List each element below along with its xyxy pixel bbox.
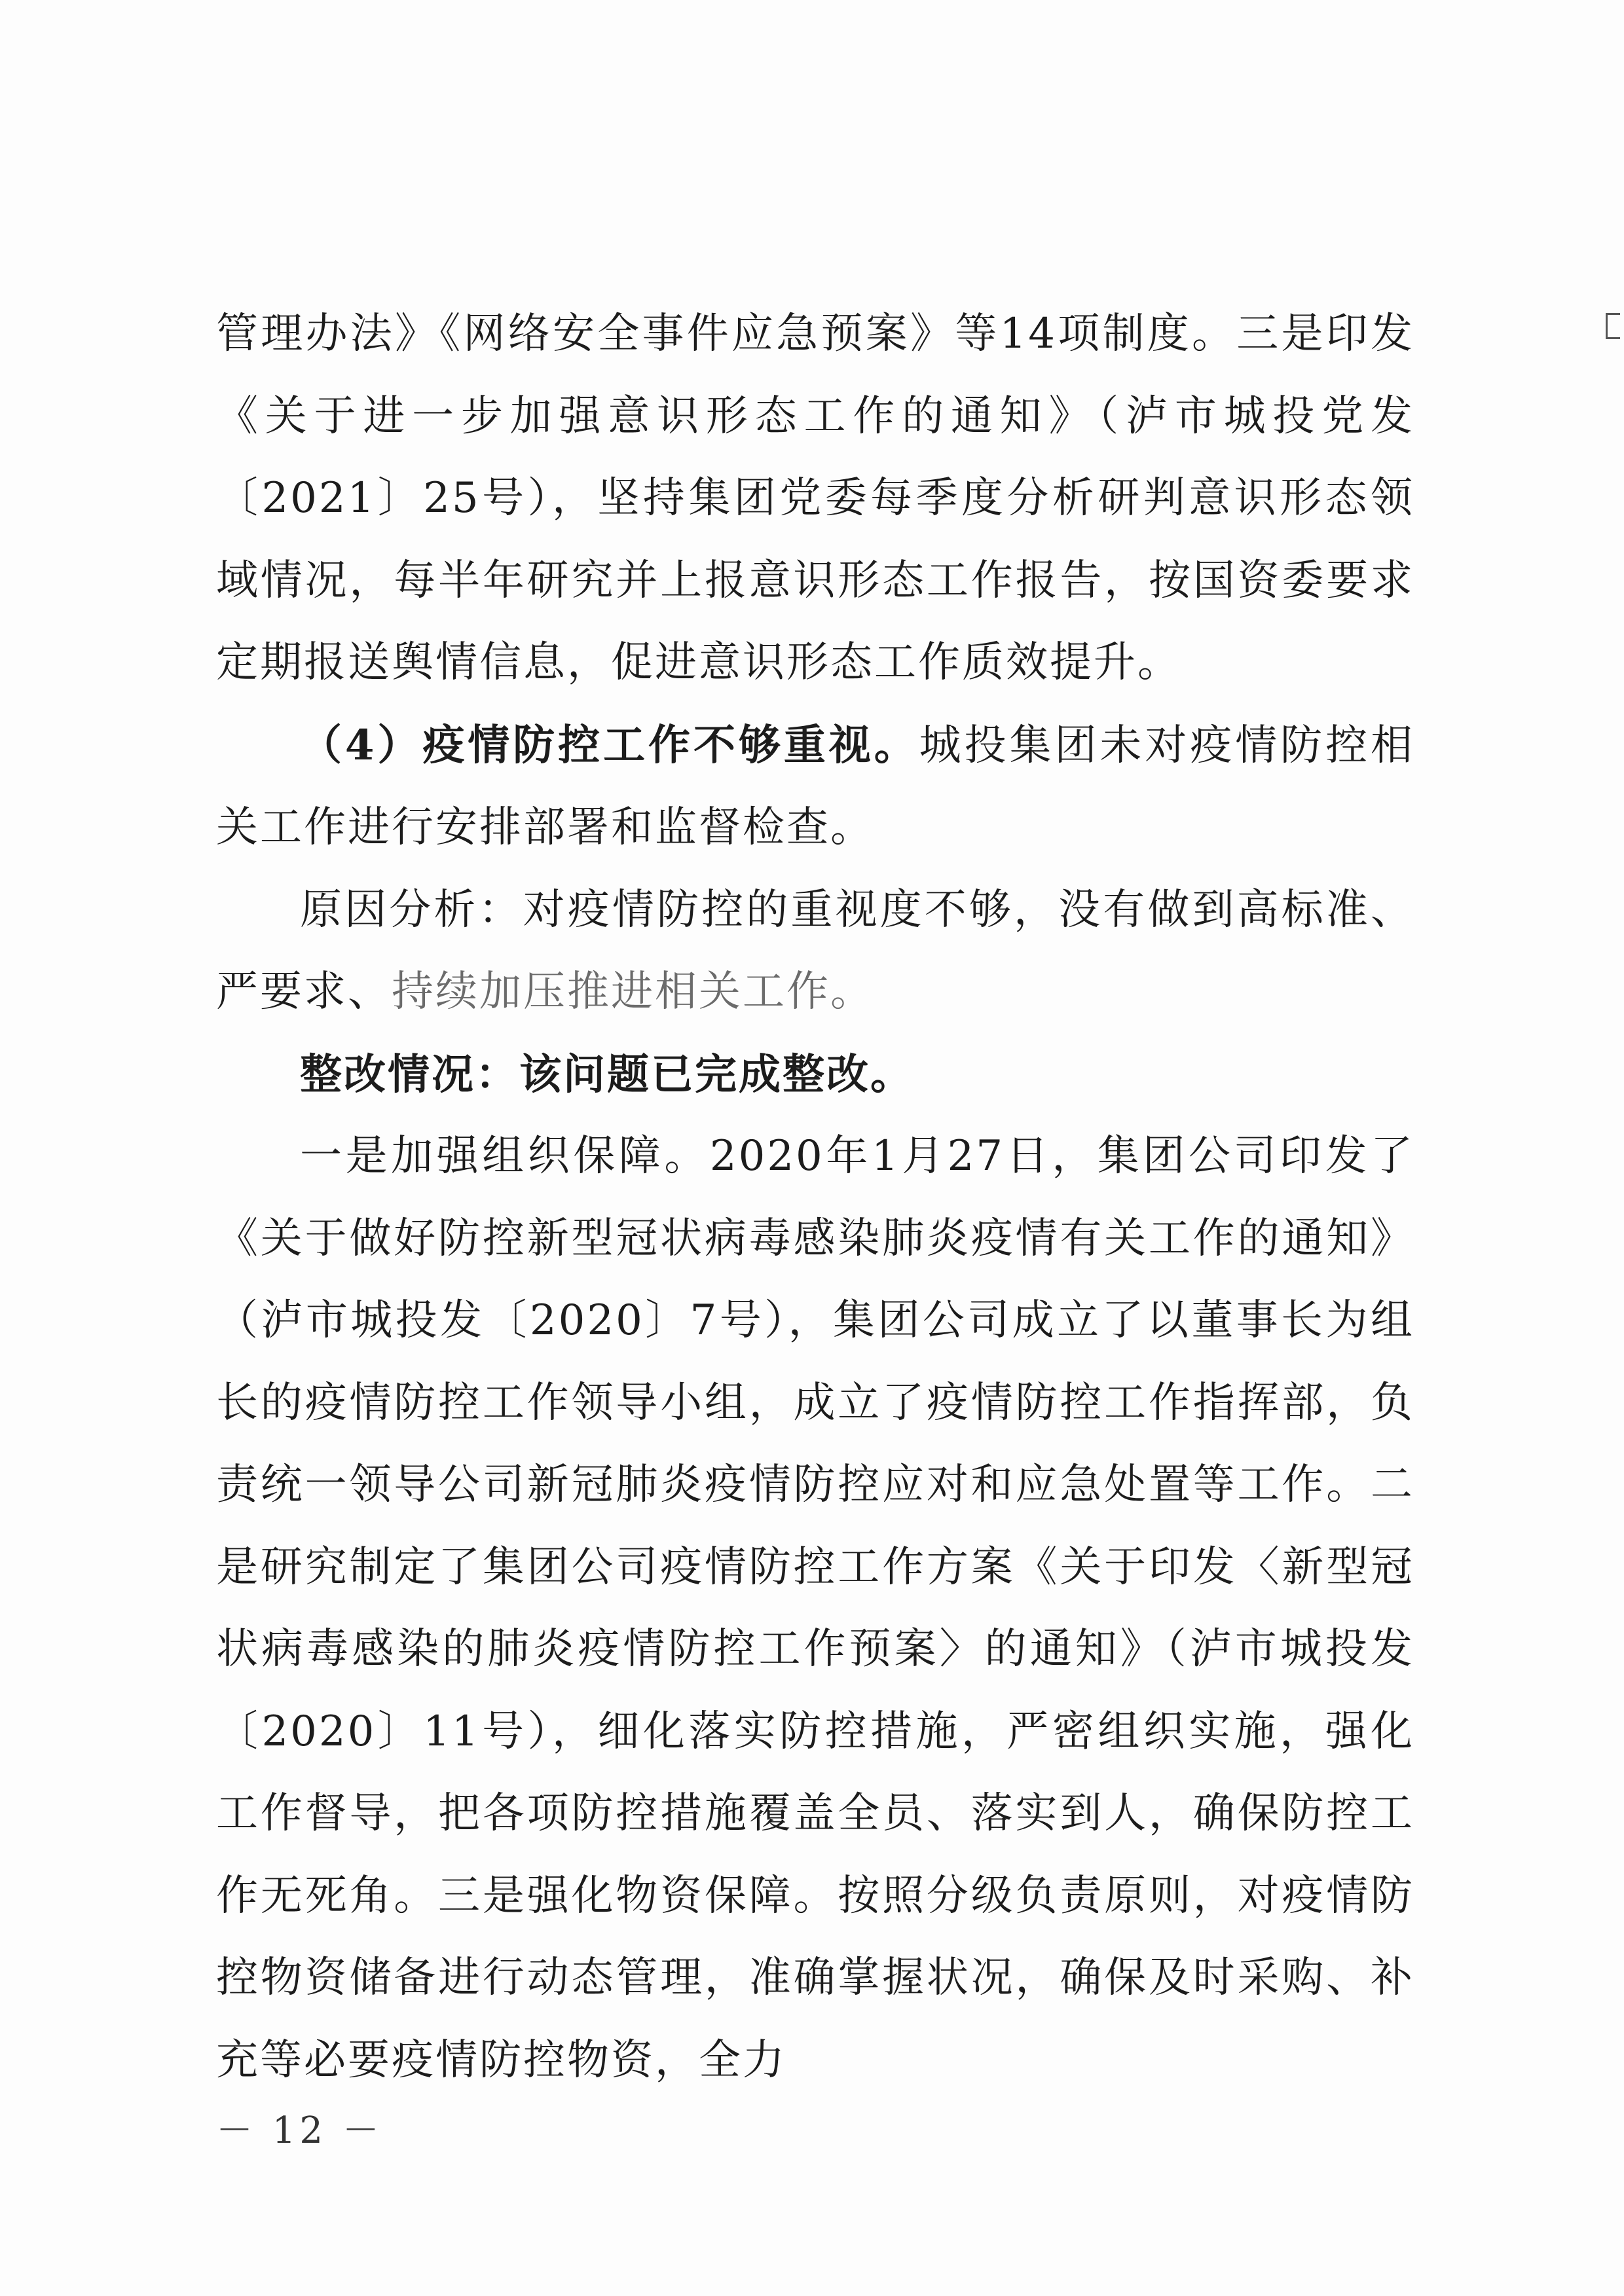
- paragraph-rectification-measures: 一是加强组织保障。2020年1月27日，集团公司印发了《关于做好防控新型冠状病毒感染肺炎疫情有关工作的通知》（泸市城投发〔2020〕7号），集团公司成立了以董事长为组长的疫情防控工作领导小组，成立了疫情防控工作指挥部，负责统一领导公司新冠肺炎疫情防控应对和应急处置等工作。二是研究制定了集团公司疫情防控工作方案《关于印发〈新型冠状病毒感染的肺炎疫情防控工作预案〉的通知》（泸市城投发〔2020〕11号），细化落实防控措施，严密组织实施，强化工作督导，把各项防控措施覆盖全员、落实到人，确保防控工作无死角。三是强化物资保障。按照分级负责原则，对疫情防控物资储备进行动态管理，准确掌握状况，确保及时采购、补充等必要疫情防控物资，全力: [216, 1132, 1414, 2085]
- page-number: － 12 －: [216, 2109, 383, 2152]
- issue-heading: （4）疫情防控工作不够重视。: [300, 720, 919, 770]
- paragraph-rectification-status: 整改情况：该问题已完成整改。: [300, 1049, 914, 1099]
- binding-mark-icon: [1606, 313, 1620, 339]
- cause-text-faded: 持续加压推进相关工作。: [392, 968, 874, 1016]
- document-body: [216, 293, 1414, 2102]
- cause-text: 原因分析：对疫情防控的重视度不够，没有做到高标准、严要求、: [216, 885, 1414, 1016]
- issue-text: 城投集团未对疫情防控相关工作进行安排部署和监督检查。: [216, 721, 1415, 852]
- paragraph-regulations: 管理办法》《网络安全事件应急预案》等14项制度。三是印发《关于进一步加强意识形态工作的通知》（泸市城投党发〔2021〕25号），坚持集团党委每季度分析研判意识形态领域情况，每半年研究并上报意识形态工作报告，按国资委要求定期报送舆情信息，促进意识形态工作质效提升。: [216, 310, 1414, 687]
- paragraph-cause-analysis: [216, 869, 1414, 1034]
- paragraph-epidemic-issue: [216, 704, 1414, 869]
